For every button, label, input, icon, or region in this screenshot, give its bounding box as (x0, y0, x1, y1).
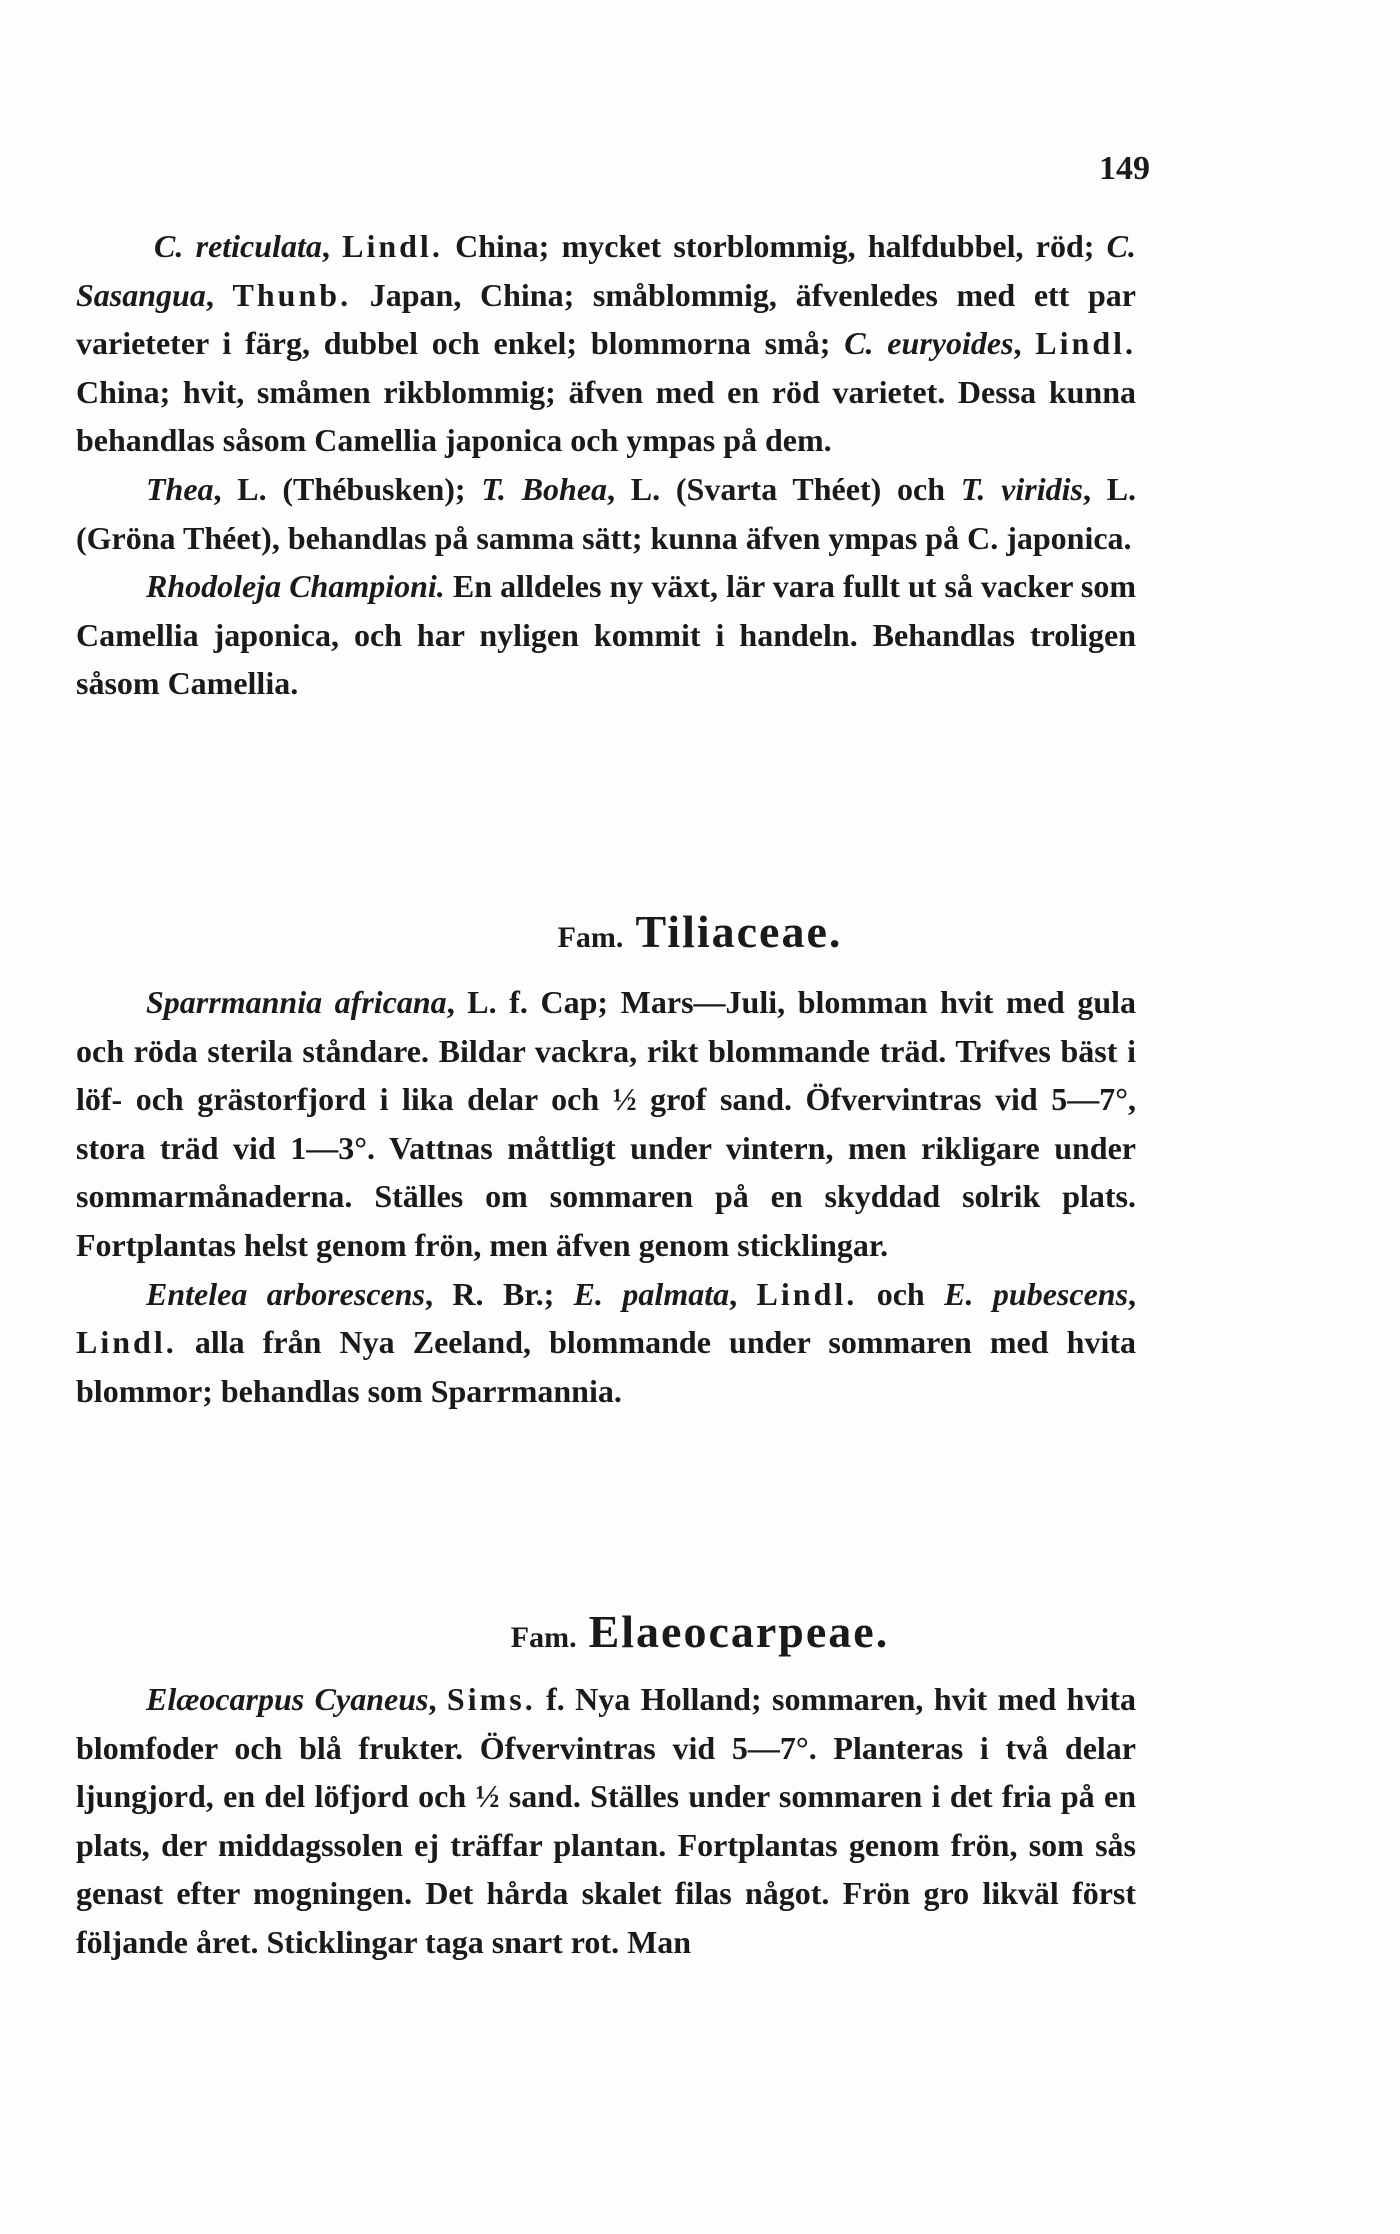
paragraph-text: China; hvit, småmen rikblommig; äfven med en röd varietet. Dessa kunna behandlas såsom Camellia japonica och ympas på dem. (76, 373, 1136, 459)
paragraph-text: Japan, China; småblommig, äfvenledes med ett par varieteter i färg, dubbel och enkel; blommorna små; (76, 276, 1137, 362)
paragraph-text: , (428, 1681, 447, 1717)
paragraph-text: , (729, 1275, 757, 1312)
family-prefix: Fam. (557, 921, 624, 954)
family-name: Elaeocarpeae. (588, 1606, 890, 1657)
latin-name: Entelea arborescens (146, 1275, 425, 1312)
latin-name: C. reticulata (154, 228, 322, 264)
paragraph-text: En alldeles ny växt, lär vara fullt ut så vacker som Camellia japonica, och har nyligen kommit i handeln. Behandlas troligen såsom Camellia. (76, 568, 1137, 702)
text-block-top (76, 222, 1136, 708)
paragraph-text: , (1128, 1275, 1137, 1312)
author-abbrev: Lindl. (756, 1275, 858, 1312)
author-abbrev: Lindl. (342, 228, 443, 264)
text-block-middle (76, 978, 1136, 1415)
paragraph-text: China; mycket storblommig, halfdubbel, röd; (442, 228, 1107, 264)
author-abbrev: Lindl. (1035, 325, 1137, 362)
paragraph-entelea (76, 1270, 1136, 1416)
latin-name: Thea (146, 470, 214, 507)
paragraph-text: alla från Nya Zeeland, blommande under sommaren med hvita blommor; behandlas som Sparrmannia. (76, 1324, 1136, 1409)
paragraph-thea (76, 465, 1136, 562)
author-abbrev: Thunb. (232, 276, 352, 313)
latin-name: C. euryoides (844, 325, 1014, 362)
paragraph-elaeocarpus (76, 1675, 1136, 1967)
paragraph-text: , R. Br.; (424, 1275, 574, 1312)
paragraph-text: , L. (Thébusken); (213, 470, 482, 507)
latin-name: Elæocarpus Cyaneus (146, 1681, 429, 1717)
family-name: Tiliaceae. (635, 906, 843, 957)
latin-name: E. palmata (573, 1275, 730, 1312)
paragraph-camellia: C. reticulata, Lindl. China; mycket storblommig, halfdubbel, röd; C. Sasangua, Thunb. Japan, China; småblommig, äfvenledes med ett par varieteter i färg, dubbel och enkel; blommorna små; C. euryoides, Lindl. China; hvit, småmen rikblommig; äfven med en röd varietet. Dessa kunna behandlas såsom Camellia japonica och ympas på dem. (76, 228, 1137, 459)
family-prefix: Fam. (510, 1621, 577, 1654)
page-number: 149 (1099, 150, 1150, 187)
latin-name: Rhodoleja Championi. (146, 568, 445, 605)
paragraph-text: och (857, 1275, 945, 1312)
family-heading-elaeocarpeae (0, 1605, 1400, 1658)
author-abbrev: Lindl. (76, 1324, 177, 1361)
latin-name: E. pubescens (944, 1275, 1129, 1312)
latin-name: C. Sasangua (76, 228, 1136, 313)
family-heading-tiliaceae (0, 905, 1400, 958)
latin-name: Sparrmannia africana (146, 984, 447, 1020)
latin-name: T. viridis (960, 470, 1083, 507)
author-abbrev: Sims. (446, 1681, 536, 1717)
latin-name: T. Bohea (481, 470, 608, 507)
paragraph-text: , L. (Gröna Théet), behandlas på samma sätt; kunna äfven ympas på C. japonica. (76, 470, 1137, 556)
paragraph-sparrmannia (76, 978, 1136, 1270)
paragraph-rhodoleja (76, 562, 1136, 708)
paragraph-text: f. Nya Holland; sommaren, hvit med hvita blomfoder och blå frukter. Öfvervintras vid 5—7°. Planteras i två delar ljungjord, en del löfjord och ½ sand. Ställes under sommaren i det fria på en plats, der middagssolen ej träffar plantan. Fortplantas genom frön, som sås genast efter mogningen. Det hårda skalet filas något. Frön gro likväl först följande året. Sticklingar taga snart rot. Man (76, 1681, 1137, 1960)
paragraph-text: , L. f. Cap; Mars—Juli, blomman hvit med gula och röda sterila ståndare. Bildar vackra, rikt blommande träd. Trifves bäst i löf- och grästorfjord i lika delar och ½ grof sand. Öfvervintras vid 5—7°, stora träd vid 1—3°. Vattnas måttligt under vintern, men rikligare under sommarmånaderna. Ställes om sommaren på en skyddad solrik plats. Fortplantas helst genom frön, men äfven genom sticklingar. (76, 984, 1137, 1263)
text-block-bottom (76, 1675, 1136, 1967)
paragraph-text: , L. (Svarta Théet) och (607, 470, 961, 507)
